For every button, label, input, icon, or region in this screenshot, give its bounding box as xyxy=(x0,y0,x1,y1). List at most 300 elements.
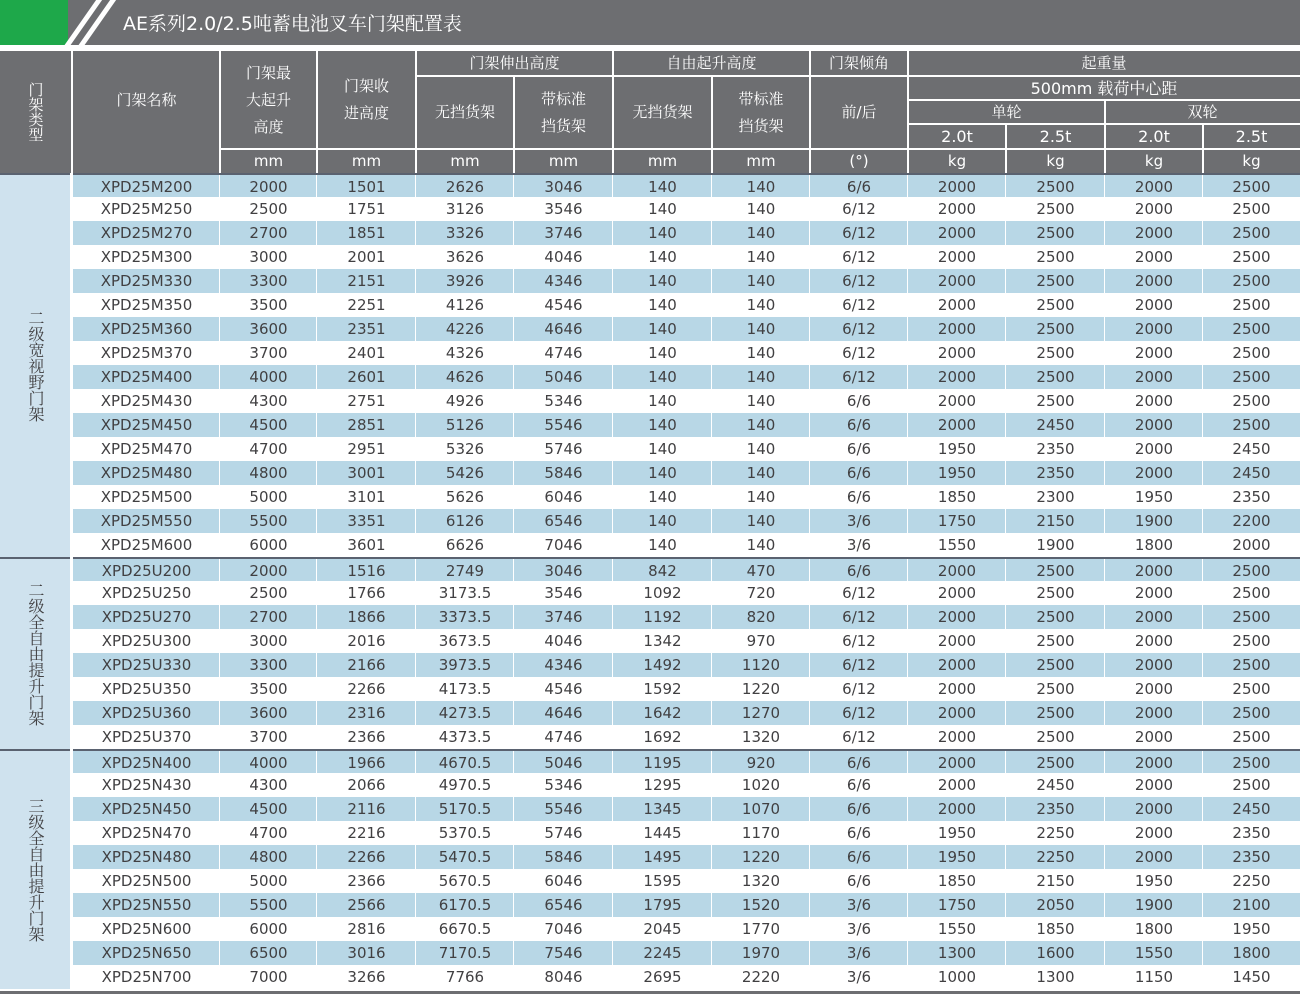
cell-extended-no-backrest: 4226 xyxy=(445,320,485,338)
cell-free-lift-no-backrest: 140 xyxy=(648,392,677,410)
cell-retracted-height: 2251 xyxy=(347,296,386,314)
cell-cap-dual-2t: 2000 xyxy=(1134,584,1174,602)
cell-extended-no-backrest: 7766 xyxy=(445,968,485,986)
cell-mast-name: XPD25M370 xyxy=(100,344,193,362)
cell-cap-single-2t: 2000 xyxy=(937,680,977,698)
cell-free-lift-no-backrest: 1192 xyxy=(643,608,682,626)
cell-cap-single-2t: 2000 xyxy=(937,272,977,290)
cell-cap-single-2t: 2000 xyxy=(937,584,977,602)
cell-mast-name: XPD25M450 xyxy=(100,416,193,434)
table-row xyxy=(73,533,1300,557)
cell-mast-name: XPD25U360 xyxy=(101,704,192,722)
cell-extended-no-backrest: 3373.5 xyxy=(438,608,492,626)
cell-tilt: 6/6 xyxy=(846,488,872,506)
cell-max-height: 3500 xyxy=(249,680,288,698)
cell-cap-single-2t: 1950 xyxy=(937,848,977,866)
cell-cap-single-2t: 2000 xyxy=(937,656,977,674)
cell-tilt: 6/12 xyxy=(842,368,876,386)
cell-mast-name: XPD25M330 xyxy=(100,272,193,290)
cell-max-height: 3300 xyxy=(249,272,288,290)
header-cap-single-2t: 2.0t xyxy=(941,127,973,146)
cell-extended-std-backrest: 6046 xyxy=(544,488,583,506)
cell-free-lift-std-backrest: 1170 xyxy=(741,824,781,842)
cell-max-height: 3500 xyxy=(249,296,288,314)
cell-free-lift-no-backrest: 140 xyxy=(648,488,677,506)
header-single-wheel: 单轮 xyxy=(991,102,1022,121)
cell-cap-single-2-5t: 2500 xyxy=(1036,248,1075,266)
cell-cap-single-2t: 1850 xyxy=(937,488,977,506)
cell-cap-single-2-5t: 2150 xyxy=(1036,872,1075,890)
table-row xyxy=(73,269,1300,293)
cell-extended-no-backrest: 6170.5 xyxy=(438,896,492,914)
cell-free-lift-no-backrest: 140 xyxy=(648,512,677,530)
table-row xyxy=(73,293,1300,317)
cell-retracted-height: 2351 xyxy=(347,320,386,338)
cell-extended-std-backrest: 5846 xyxy=(544,848,583,866)
unit-extended-no-backrest: mm xyxy=(450,151,480,170)
cell-free-lift-std-backrest: 140 xyxy=(746,272,776,290)
cell-cap-single-2t: 1000 xyxy=(937,968,977,986)
cell-cap-dual-2t: 2000 xyxy=(1134,754,1174,772)
cell-cap-single-2t: 1750 xyxy=(937,896,977,914)
mast-type-text: 三级全自由提升门架 xyxy=(26,798,45,942)
cell-cap-dual-2-5t: 2200 xyxy=(1232,512,1271,530)
cell-tilt: 6/12 xyxy=(842,680,876,698)
cell-cap-dual-2-5t: 2500 xyxy=(1232,680,1271,698)
cell-extended-std-backrest: 3046 xyxy=(544,178,583,196)
cell-cap-single-2t: 2000 xyxy=(937,296,977,314)
cell-tilt: 6/12 xyxy=(842,224,876,242)
cell-extended-std-backrest: 5846 xyxy=(544,464,583,482)
cell-cap-single-2-5t: 2150 xyxy=(1036,512,1075,530)
cell-free-lift-no-backrest: 140 xyxy=(648,178,677,196)
cell-cap-single-2t: 1550 xyxy=(937,536,977,554)
cell-extended-no-backrest: 4970.5 xyxy=(438,776,492,794)
cell-free-lift-std-backrest: 140 xyxy=(746,536,776,554)
cell-extended-no-backrest: 6126 xyxy=(445,512,485,530)
cell-extended-no-backrest: 5370.5 xyxy=(438,824,492,842)
cell-cap-dual-2t: 2000 xyxy=(1134,704,1174,722)
cell-retracted-height: 2366 xyxy=(347,872,386,890)
cell-cap-single-2t: 1550 xyxy=(937,920,977,938)
mast-type-text: 二级宽视野门架 xyxy=(26,310,45,422)
cell-mast-name: XPD25U350 xyxy=(101,680,192,698)
cell-cap-dual-2t: 2000 xyxy=(1134,392,1174,410)
cell-cap-dual-2-5t: 2500 xyxy=(1232,200,1271,218)
cell-cap-dual-2-5t: 2350 xyxy=(1232,848,1271,866)
table-row xyxy=(73,749,1300,773)
cell-tilt: 6/6 xyxy=(846,440,872,458)
cell-cap-dual-2t: 1900 xyxy=(1134,512,1174,530)
cell-cap-dual-2-5t: 2350 xyxy=(1232,488,1271,506)
table-row xyxy=(73,845,1300,869)
cell-max-height: 4000 xyxy=(249,754,288,772)
cell-tilt: 3/6 xyxy=(846,944,872,962)
cell-free-lift-no-backrest: 140 xyxy=(648,296,677,314)
cell-extended-std-backrest: 4346 xyxy=(544,656,583,674)
cell-tilt: 6/12 xyxy=(842,248,876,266)
cell-cap-dual-2t: 2000 xyxy=(1134,200,1174,218)
cell-mast-name: XPD25N400 xyxy=(101,754,192,772)
cell-extended-std-backrest: 5546 xyxy=(544,800,583,818)
cell-mast-name: XPD25M200 xyxy=(100,178,193,196)
cell-free-lift-std-backrest: 1220 xyxy=(741,680,781,698)
cell-cap-dual-2-5t: 2500 xyxy=(1232,320,1271,338)
table-row xyxy=(73,701,1300,725)
cell-retracted-height: 2001 xyxy=(347,248,386,266)
cell-cap-single-2-5t: 2500 xyxy=(1036,272,1075,290)
cell-free-lift-no-backrest: 140 xyxy=(648,272,677,290)
cell-retracted-height: 3101 xyxy=(347,488,386,506)
cell-max-height: 4500 xyxy=(249,800,288,818)
cell-free-lift-no-backrest: 1692 xyxy=(643,728,682,746)
cell-max-height: 2500 xyxy=(249,584,288,602)
header-free-no-backrest: 无挡货架 xyxy=(632,103,693,121)
cell-tilt: 6/6 xyxy=(846,562,872,580)
cell-cap-dual-2t: 2000 xyxy=(1134,272,1174,290)
cell-free-lift-no-backrest: 1195 xyxy=(643,754,682,772)
table-row xyxy=(73,893,1300,917)
cell-retracted-height: 2566 xyxy=(347,896,386,914)
cell-free-lift-no-backrest: 140 xyxy=(648,536,677,554)
cell-free-lift-std-backrest: 1520 xyxy=(741,896,781,914)
cell-free-lift-no-backrest: 1642 xyxy=(643,704,682,722)
cell-cap-dual-2t: 1150 xyxy=(1134,968,1174,986)
table-row xyxy=(73,605,1300,629)
cell-retracted-height: 1851 xyxy=(347,224,386,242)
cell-extended-no-backrest: 4926 xyxy=(445,392,485,410)
cell-free-lift-no-backrest: 1492 xyxy=(643,656,682,674)
cell-extended-std-backrest: 6546 xyxy=(544,896,583,914)
cell-retracted-height: 1966 xyxy=(347,754,386,772)
cell-cap-dual-2-5t: 2500 xyxy=(1232,416,1271,434)
cell-cap-single-2-5t: 2500 xyxy=(1036,320,1075,338)
cell-mast-name: XPD25M600 xyxy=(100,536,193,554)
cell-tilt: 6/12 xyxy=(842,200,876,218)
cell-cap-dual-2t: 2000 xyxy=(1134,608,1174,626)
cell-cap-dual-2-5t: 2450 xyxy=(1232,440,1271,458)
cell-free-lift-no-backrest: 1092 xyxy=(643,584,682,602)
cell-cap-single-2t: 2000 xyxy=(937,224,977,242)
cell-max-height: 5500 xyxy=(249,896,288,914)
cell-tilt: 6/12 xyxy=(842,608,876,626)
table-row xyxy=(73,941,1300,965)
page-title: AE系列2.0/2.5吨蓄电池叉车门架配置表 xyxy=(123,13,462,35)
cell-cap-dual-2t: 1950 xyxy=(1134,488,1174,506)
cell-extended-no-backrest: 4273.5 xyxy=(438,704,492,722)
table-row xyxy=(73,797,1300,821)
cell-free-lift-no-backrest: 140 xyxy=(648,320,677,338)
cell-tilt: 6/6 xyxy=(846,416,872,434)
cell-cap-single-2t: 2000 xyxy=(937,754,977,772)
cell-cap-dual-2t: 2000 xyxy=(1134,248,1174,266)
cell-free-lift-std-backrest: 140 xyxy=(746,178,776,196)
cell-mast-name: XPD25M250 xyxy=(100,200,193,218)
cell-retracted-height: 2601 xyxy=(347,368,386,386)
cell-free-lift-no-backrest: 140 xyxy=(648,248,677,266)
cell-extended-std-backrest: 5746 xyxy=(544,440,583,458)
cell-max-height: 4700 xyxy=(249,824,288,842)
cell-cap-dual-2-5t: 2500 xyxy=(1232,728,1271,746)
cell-cap-single-2-5t: 2450 xyxy=(1036,776,1075,794)
cell-max-height: 6500 xyxy=(249,944,288,962)
cell-free-lift-std-backrest: 140 xyxy=(746,320,776,338)
cell-cap-dual-2t: 2000 xyxy=(1134,464,1174,482)
cell-free-lift-std-backrest: 1070 xyxy=(741,800,781,818)
cell-extended-std-backrest: 6046 xyxy=(544,872,583,890)
cell-tilt: 6/6 xyxy=(846,872,872,890)
cell-cap-single-2-5t: 1600 xyxy=(1036,944,1075,962)
cell-mast-name: XPD25M270 xyxy=(100,224,193,242)
cell-free-lift-std-backrest: 140 xyxy=(746,464,776,482)
cell-cap-dual-2-5t: 2350 xyxy=(1232,824,1271,842)
header-extended-no-backrest: 无挡货架 xyxy=(434,103,495,121)
cell-extended-std-backrest: 3746 xyxy=(544,608,583,626)
cell-cap-single-2t: 1750 xyxy=(937,512,977,530)
cell-extended-std-backrest: 5046 xyxy=(544,368,583,386)
cell-max-height: 2000 xyxy=(249,562,288,580)
mast-type-label xyxy=(0,173,70,557)
cell-free-lift-std-backrest: 720 xyxy=(746,584,776,602)
cell-max-height: 2500 xyxy=(249,200,288,218)
cell-cap-dual-2-5t: 2500 xyxy=(1232,562,1271,580)
cell-cap-dual-2-5t: 2500 xyxy=(1232,754,1271,772)
cell-cap-single-2-5t: 2500 xyxy=(1036,680,1075,698)
cell-cap-dual-2-5t: 2500 xyxy=(1232,178,1271,196)
table-row xyxy=(73,581,1300,605)
cell-free-lift-std-backrest: 470 xyxy=(746,562,776,580)
cell-cap-dual-2t: 2000 xyxy=(1134,848,1174,866)
cell-extended-no-backrest: 6626 xyxy=(445,536,485,554)
header-free-lift-group: 自由起升高度 xyxy=(666,54,757,72)
cell-mast-name: XPD25U330 xyxy=(101,656,192,674)
cell-max-height: 4500 xyxy=(249,416,288,434)
cell-extended-std-backrest: 6546 xyxy=(544,512,583,530)
cell-free-lift-std-backrest: 920 xyxy=(746,754,776,772)
cell-cap-dual-2-5t: 2500 xyxy=(1232,248,1271,266)
cell-free-lift-no-backrest: 140 xyxy=(648,344,677,362)
table-row xyxy=(73,869,1300,893)
header-extended-std-backrest: 带标准 挡货架 xyxy=(540,89,586,135)
cell-extended-std-backrest: 3546 xyxy=(544,200,583,218)
cell-retracted-height: 1866 xyxy=(347,608,386,626)
cell-extended-no-backrest: 3126 xyxy=(445,200,485,218)
cell-mast-name: XPD25N700 xyxy=(101,968,192,986)
cell-extended-no-backrest: 4626 xyxy=(445,368,485,386)
cell-free-lift-no-backrest: 1795 xyxy=(643,896,682,914)
cell-cap-single-2t: 2000 xyxy=(937,608,977,626)
cell-retracted-height: 3016 xyxy=(347,944,386,962)
cell-free-lift-std-backrest: 140 xyxy=(746,200,776,218)
cell-max-height: 3700 xyxy=(249,728,288,746)
cell-extended-no-backrest: 2626 xyxy=(445,178,485,196)
table-row xyxy=(73,485,1300,509)
cell-free-lift-no-backrest: 1345 xyxy=(643,800,682,818)
cell-cap-dual-2t: 2000 xyxy=(1134,224,1174,242)
cell-tilt: 6/12 xyxy=(842,344,876,362)
cell-cap-single-2t: 2000 xyxy=(937,704,977,722)
cell-free-lift-no-backrest: 2695 xyxy=(643,968,682,986)
cell-extended-std-backrest: 4646 xyxy=(544,320,583,338)
header-mast-type: 门架类型 xyxy=(26,82,45,142)
cell-tilt: 6/6 xyxy=(846,464,872,482)
cell-free-lift-no-backrest: 140 xyxy=(648,440,677,458)
cell-max-height: 3700 xyxy=(249,344,288,362)
cell-retracted-height: 2016 xyxy=(347,632,386,650)
cell-extended-std-backrest: 5546 xyxy=(544,416,583,434)
cell-extended-no-backrest: 3973.5 xyxy=(438,656,492,674)
table-row xyxy=(73,557,1300,581)
cell-extended-no-backrest: 4126 xyxy=(445,296,485,314)
table-header xyxy=(0,51,1300,173)
cell-cap-dual-2t: 1550 xyxy=(1134,944,1174,962)
cell-retracted-height: 3351 xyxy=(347,512,386,530)
cell-extended-std-backrest: 4546 xyxy=(544,296,583,314)
table-row xyxy=(73,413,1300,437)
cell-mast-name: XPD25U200 xyxy=(101,562,192,580)
header-cap-dual-2t: 2.0t xyxy=(1138,127,1170,146)
header-tilt-group: 门架倾角 xyxy=(828,54,889,72)
cell-mast-name: XPD25N550 xyxy=(101,896,192,914)
cell-mast-name: XPD25M500 xyxy=(100,488,193,506)
cell-max-height: 5500 xyxy=(249,512,288,530)
cell-cap-single-2-5t: 1850 xyxy=(1036,920,1075,938)
cell-extended-no-backrest: 5626 xyxy=(445,488,485,506)
cell-cap-dual-2-5t: 2500 xyxy=(1232,704,1271,722)
unit-cap-dual-2-5t: kg xyxy=(1242,151,1261,170)
cell-tilt: 6/12 xyxy=(842,656,876,674)
cell-free-lift-no-backrest: 140 xyxy=(648,464,677,482)
cell-tilt: 6/12 xyxy=(842,584,876,602)
cell-tilt: 6/12 xyxy=(842,296,876,314)
cell-cap-dual-2-5t: 2500 xyxy=(1232,296,1271,314)
cell-tilt: 6/6 xyxy=(846,800,872,818)
cell-retracted-height: 2366 xyxy=(347,728,386,746)
cell-max-height: 6000 xyxy=(249,920,288,938)
cell-cap-single-2-5t: 2300 xyxy=(1036,488,1075,506)
cell-cap-single-2t: 2000 xyxy=(937,728,977,746)
cell-cap-single-2t: 2000 xyxy=(937,368,977,386)
cell-mast-name: XPD25M550 xyxy=(100,512,193,530)
cell-retracted-height: 2266 xyxy=(347,680,386,698)
cell-extended-std-backrest: 4746 xyxy=(544,344,583,362)
cell-cap-dual-2-5t: 2450 xyxy=(1232,800,1271,818)
unit-cap-single-2-5t: kg xyxy=(1046,151,1065,170)
cell-cap-single-2t: 2000 xyxy=(937,248,977,266)
cell-extended-std-backrest: 3046 xyxy=(544,562,583,580)
cell-tilt: 6/6 xyxy=(846,754,872,772)
cell-tilt: 6/6 xyxy=(846,392,872,410)
cell-free-lift-no-backrest: 140 xyxy=(648,416,677,434)
cell-tilt: 6/6 xyxy=(846,178,872,196)
cell-cap-dual-2-5t: 2500 xyxy=(1232,584,1271,602)
cell-max-height: 5000 xyxy=(249,872,288,890)
cell-max-height: 2000 xyxy=(249,178,288,196)
cell-mast-name: XPD25N450 xyxy=(101,800,192,818)
cell-retracted-height: 1766 xyxy=(347,584,386,602)
cell-tilt: 6/12 xyxy=(842,728,876,746)
cell-free-lift-no-backrest: 140 xyxy=(648,224,677,242)
cell-max-height: 7000 xyxy=(249,968,288,986)
header-cap-single-2-5t: 2.5t xyxy=(1039,127,1072,146)
unit-free-no-backrest: mm xyxy=(647,151,678,170)
cell-cap-dual-2-5t: 1800 xyxy=(1232,944,1271,962)
cell-extended-std-backrest: 7546 xyxy=(544,944,583,962)
cell-cap-single-2-5t: 2350 xyxy=(1036,440,1075,458)
cell-cap-dual-2-5t: 2100 xyxy=(1232,896,1271,914)
cell-retracted-height: 2751 xyxy=(347,392,386,410)
cell-cap-single-2-5t: 2500 xyxy=(1036,754,1075,772)
table-row xyxy=(73,821,1300,845)
cell-cap-single-2t: 2000 xyxy=(937,320,977,338)
cell-tilt: 3/6 xyxy=(846,896,872,914)
cell-extended-std-backrest: 4046 xyxy=(544,632,583,650)
cell-tilt: 6/12 xyxy=(842,320,876,338)
cell-free-lift-std-backrest: 140 xyxy=(746,368,776,386)
cell-extended-no-backrest: 4173.5 xyxy=(438,680,492,698)
header-retracted-height: 门架收 进高度 xyxy=(343,77,389,122)
cell-tilt: 3/6 xyxy=(846,920,872,938)
cell-cap-dual-2-5t: 1950 xyxy=(1232,920,1271,938)
cell-extended-no-backrest: 2749 xyxy=(445,562,485,580)
cell-free-lift-std-backrest: 140 xyxy=(746,512,776,530)
cell-extended-std-backrest: 8046 xyxy=(544,968,583,986)
cell-retracted-height: 2116 xyxy=(347,800,386,818)
unit-cap-dual-2t: kg xyxy=(1144,151,1164,170)
cell-mast-name: XPD25M400 xyxy=(100,368,193,386)
cell-retracted-height: 1516 xyxy=(347,562,386,580)
cell-extended-no-backrest: 3926 xyxy=(445,272,485,290)
table-row xyxy=(73,317,1300,341)
table-row xyxy=(73,389,1300,413)
cell-mast-name: XPD25M470 xyxy=(100,440,193,458)
cell-cap-single-2t: 2000 xyxy=(937,200,977,218)
cell-cap-single-2-5t: 2250 xyxy=(1036,824,1075,842)
cell-free-lift-std-backrest: 140 xyxy=(746,440,776,458)
cell-retracted-height: 2951 xyxy=(347,440,386,458)
cell-extended-std-backrest: 4746 xyxy=(544,728,583,746)
cell-tilt: 6/12 xyxy=(842,272,876,290)
cell-retracted-height: 2216 xyxy=(347,824,386,842)
cell-cap-single-2t: 2000 xyxy=(937,392,977,410)
table-row xyxy=(73,341,1300,365)
cell-tilt: 6/12 xyxy=(842,704,876,722)
cell-mast-name: XPD25M300 xyxy=(100,248,193,266)
cell-extended-std-backrest: 5746 xyxy=(544,824,583,842)
cell-extended-no-backrest: 5670.5 xyxy=(438,872,492,890)
cell-max-height: 3600 xyxy=(249,320,288,338)
mast-type-text: 二级全自由提升门架 xyxy=(26,582,45,726)
table-row xyxy=(73,365,1300,389)
cell-cap-dual-2t: 2000 xyxy=(1134,344,1174,362)
cell-cap-dual-2-5t: 1450 xyxy=(1232,968,1271,986)
cell-cap-dual-2t: 2000 xyxy=(1134,776,1174,794)
cell-extended-no-backrest: 3673.5 xyxy=(438,632,492,650)
cell-max-height: 2700 xyxy=(249,608,288,626)
cell-free-lift-std-backrest: 1320 xyxy=(741,872,781,890)
cell-retracted-height: 3266 xyxy=(347,968,386,986)
cell-cap-single-2t: 1850 xyxy=(937,872,977,890)
cell-max-height: 3300 xyxy=(249,656,288,674)
cell-cap-dual-2-5t: 2500 xyxy=(1232,272,1271,290)
table-row xyxy=(73,677,1300,701)
cell-cap-dual-2-5t: 2500 xyxy=(1232,224,1271,242)
cell-cap-single-2t: 1950 xyxy=(937,440,977,458)
cell-tilt: 6/12 xyxy=(842,632,876,650)
table-row xyxy=(73,461,1300,485)
cell-free-lift-std-backrest: 970 xyxy=(746,632,776,650)
cell-max-height: 2700 xyxy=(249,224,288,242)
